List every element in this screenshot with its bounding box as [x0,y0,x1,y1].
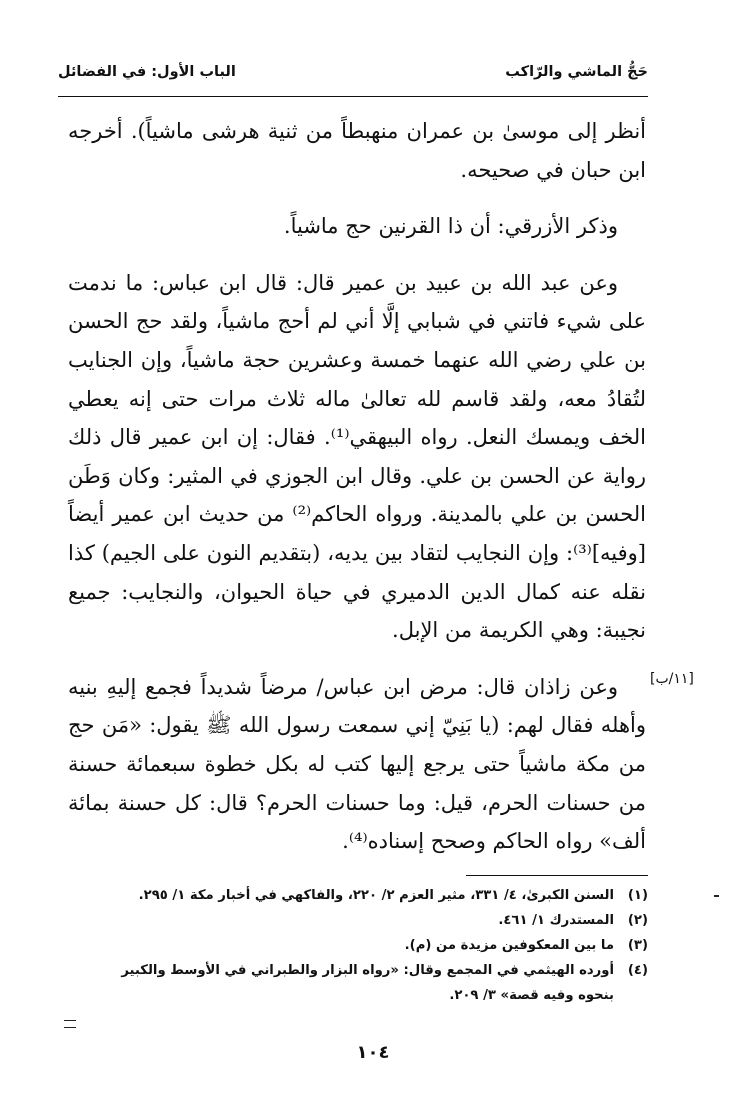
scan-mark [64,1020,76,1028]
footnote-number: (١) [627,888,648,903]
footnote-text: المستدرك ١/ ٤٦١. [498,913,614,928]
footnote [100,958,648,1008]
manuscript-folio-marker: [١١/ب] [650,671,694,687]
chapter-title: الباب الأول: في الفضائل [58,64,236,80]
footnote-rule [466,875,648,876]
paragraph: وعن زاذان قال: مرض ابن عباس/ مرضاً شديداً فجمع إليهِ بنيه وأهله فقال لهم: (يا بَنِيّ إني سمعت رسول الله ﷺ يقول: «مَن حج من مكة ماشياً حتى يرجع إليها كتب له بكل خطوة سبعمائة حسنة من حسنات الحرم، قيل: وما حسنات الحرم؟ قال: كل حسنة بمائة ألف» رواه الحاكم وصحح إسناده⁽⁴⁾. [68,674,646,854]
page-number: ١٠٤ [356,1042,390,1063]
footnote-text: أورده الهيثمي في المجمع وقال: «رواه البزار والطبراني في الأوسط والكبير بنحوه وفيه قصة» ٣/ ٢٠٩. [121,963,614,1003]
paragraph: وعن عبد الله بن عبيد بن عمير قال: قال ابن عباس: ما ندمت على شيء فاتني في شبابي إلَّا أني لم أحج ماشياً، ولقد حج الحسن بن علي رضي الله عنهما خمسة وعشرين حجة ماشياً، وإن الجنايب لتُقادُ معه، ولقد قاسم لله تعالىٰ ماله ثلاث مرات حتى إنه يعطي الخف ويمسك النعل. رواه البيهقي⁽¹⁾. فقال: إن ابن عمير قال ذلك رواية عن الحسن بن علي. وقال ابن الجوزي في المثير: وكان وَطَن الحسن بن علي بالمدينة. ورواه الحاكم⁽²⁾ من حديث ابن عمير أيضاً [وفيه]⁽³⁾: وإن النجايب لتقاد بين يديه، (بتقديم النون على الجيم) كذا نقله عنه كمال الدين الدميري في حياة الحيوان، والنجايب: جميع نجيبة: وهي الكريمة من الإبل. [68,270,646,643]
footnote-text: السنن الكبرىٰ، ٤/ ٣٣١، مثير العزم ٢/ ٢٢٠، والفاكهي في أخبار مكة ١/ ٢٩٥. [138,888,614,903]
paragraph: أنظر إلى موسىٰ بن عمران منهبطاً من ثنية هرشى ماشياً). أخرجه ابن حبان في صحيحه. [68,119,646,182]
footnote-number: (٤) [627,963,648,978]
book-title: حَجُّ الماشي والرّاكب [505,64,648,80]
footnote [100,908,648,933]
footnote [100,883,648,908]
footnotes [100,883,648,1008]
scan-mark [714,895,719,897]
main-text [68,112,646,861]
paragraph: وذكر الأزرقي: أن ذا القرنين حج ماشياً. [283,214,618,239]
footnote-number: (٢) [627,913,648,928]
running-header [58,62,648,94]
footnote [100,933,648,958]
footnote-text: ما بين المعكوفين مزيدة من (م). [404,938,614,953]
footnote-number: (٣) [627,938,648,953]
header-rule [58,96,648,97]
